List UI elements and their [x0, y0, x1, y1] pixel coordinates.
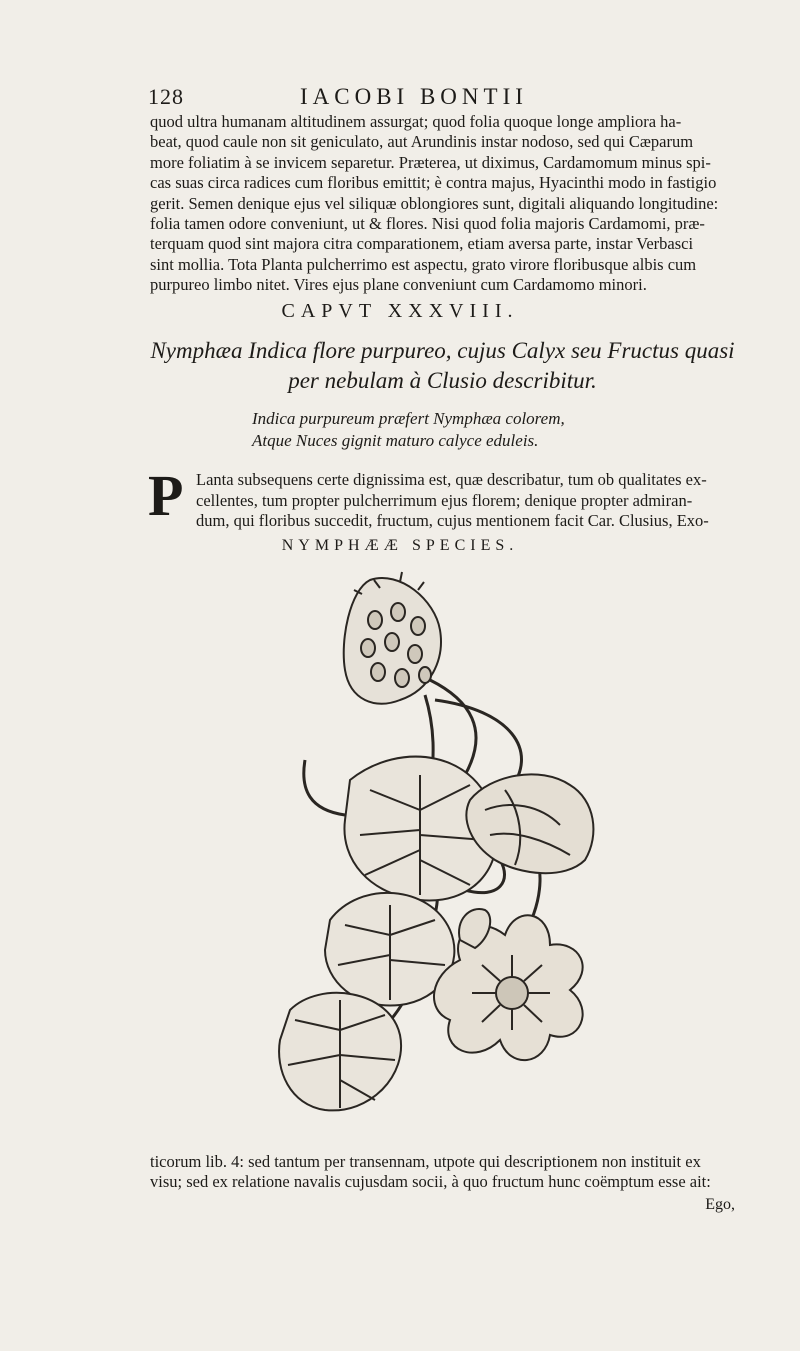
- paragraph-opening: [196, 470, 736, 532]
- chapter-heading: CAPVT XXXVIII.: [281, 300, 519, 322]
- epigraph-line: Indica purpureum præfert Nymphæa colorem,: [252, 409, 565, 428]
- open-flower: [434, 915, 583, 1060]
- chapter-title-line: per nebulam à Clusio describitur.: [288, 368, 597, 393]
- text-line: sint mollia. Tota Planta pulcherrimo est aspectu, grato virore floribusque albis cum: [150, 254, 697, 274]
- text-line: gerit. Semen denique ejus vel siliquæ oblongiores sunt, digitali aliquando longitudine:: [150, 193, 719, 213]
- drop-cap: P: [148, 463, 184, 528]
- running-title: IACOBI BONTII: [300, 84, 528, 109]
- text-line: Lanta subsequens certe dignissima est, quæ describatur, tum ob qualitates ex-: [196, 470, 707, 489]
- text-line: cas suas circa radices cum floribus emittit; è contra majus, Hyacinthi modo in fastigio: [150, 173, 717, 193]
- seed-pod: [344, 572, 441, 704]
- text-line: beat, quod caule non sit geniculato, aut Arundinis instar nodoso, sed qui Cæparum: [150, 132, 694, 152]
- paragraph-continuation: [150, 1152, 735, 1193]
- epigraph-line: Atque Nuces gignit maturo calyce eduleis.: [252, 431, 539, 450]
- text-line: quod ultra humanam altitudinem assurgat; quod folia quoque longe ampliora ha-: [150, 112, 682, 131]
- text-line: terquam quod sint majora citra comparationem, etiam aversa parte, instar Verbasci: [150, 234, 694, 254]
- botanical-woodcut-illustration: [250, 560, 610, 1140]
- text-line: purpureo limbo nitet. Vires ejus plane conveniunt cum Cardamomo minori.: [150, 275, 647, 295]
- text-line: cellentes, tum propter pulcherrimum ejus florem; denique propter admiran-: [196, 490, 693, 510]
- catchword: Ego,: [705, 1196, 735, 1213]
- text-line: visu; sed ex relatione navalis cujusdam socii, à quo fructum hunc coëmptum esse ait:: [150, 1172, 711, 1192]
- text-line: ticorum lib. 4: sed tantum per transennam, utpote qui descriptionem non instituit ex: [150, 1152, 701, 1171]
- page-number: 128: [148, 84, 184, 109]
- figure-caption: NYMPHÆÆ SPECIES.: [281, 537, 519, 554]
- chapter-title: [150, 336, 735, 396]
- running-head: [0, 84, 800, 112]
- text-line: dum, qui floribus succedit, fructum, cujus mentionem facit Car. Clusius, Exo-: [196, 511, 709, 530]
- chapter-title-line: Nymphæa Indica flore purpureo, cujus Calyx seu Fructus quasi: [150, 338, 735, 363]
- text-line: more foliatim à se invicem separetur. Præterea, ut diximus, Cardamomum minus spi-: [150, 152, 711, 172]
- paragraph-continued: [150, 112, 735, 296]
- text-line: folia tamen odore conveniunt, ut & flores. Nisi quod folia majoris Cardamomi, præ-: [150, 214, 705, 234]
- epigraph: [252, 408, 652, 452]
